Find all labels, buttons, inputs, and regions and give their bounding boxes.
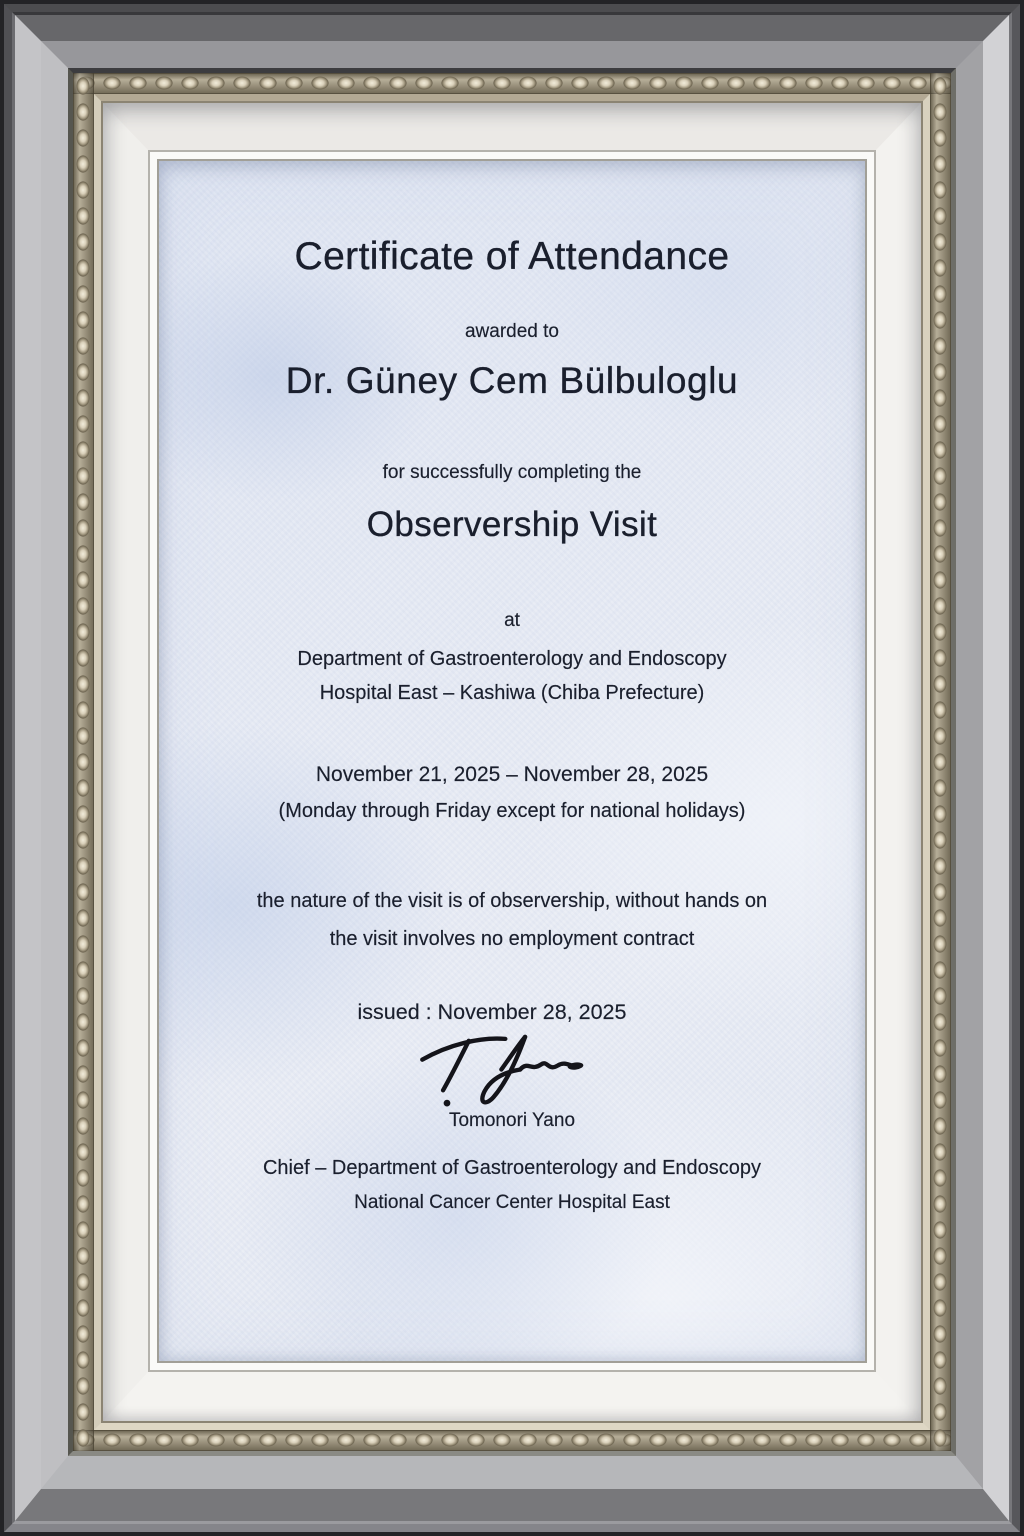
- certificate-title: Certificate of Attendance: [294, 235, 730, 278]
- at-label: at: [504, 610, 520, 631]
- certificate-paper: [159, 161, 865, 1361]
- recipient-name: Dr. Güney Cem Bülbuloglu: [285, 360, 739, 401]
- signature-icon: [415, 1029, 601, 1113]
- nature-of-visit-line-2: the visit involves no employment contract: [329, 928, 695, 950]
- bead-ornament-top: [73, 73, 951, 94]
- schedule-note: (Monday through Friday except for national holidays): [278, 800, 746, 822]
- signatory-organization: National Cancer Center Hospital East: [354, 1192, 670, 1213]
- signatory-title: Chief – Department of Gastroenterology and Endoscopy: [262, 1157, 762, 1179]
- department-line: Department of Gastroenterology and Endoscopy: [297, 648, 727, 670]
- date-range: November 21, 2025 – November 28, 2025: [315, 763, 709, 786]
- issued-date-line: issued : November 28, 2025: [357, 1000, 627, 1024]
- completing-label: for successfully completing the: [382, 462, 642, 483]
- program-title: Observership Visit: [366, 505, 658, 544]
- nature-of-visit-line-1: the nature of the visit is of observership, without hands on: [256, 890, 768, 912]
- signatory-name: Tomonori Yano: [448, 1110, 576, 1131]
- bead-ornament-right: [930, 73, 951, 1451]
- hospital-line: Hospital East – Kashiwa (Chiba Prefecture): [319, 682, 705, 704]
- awarded-to-label: awarded to: [464, 321, 559, 342]
- bead-ornament-left: [73, 73, 94, 1451]
- bead-ornament-bottom: [73, 1430, 951, 1451]
